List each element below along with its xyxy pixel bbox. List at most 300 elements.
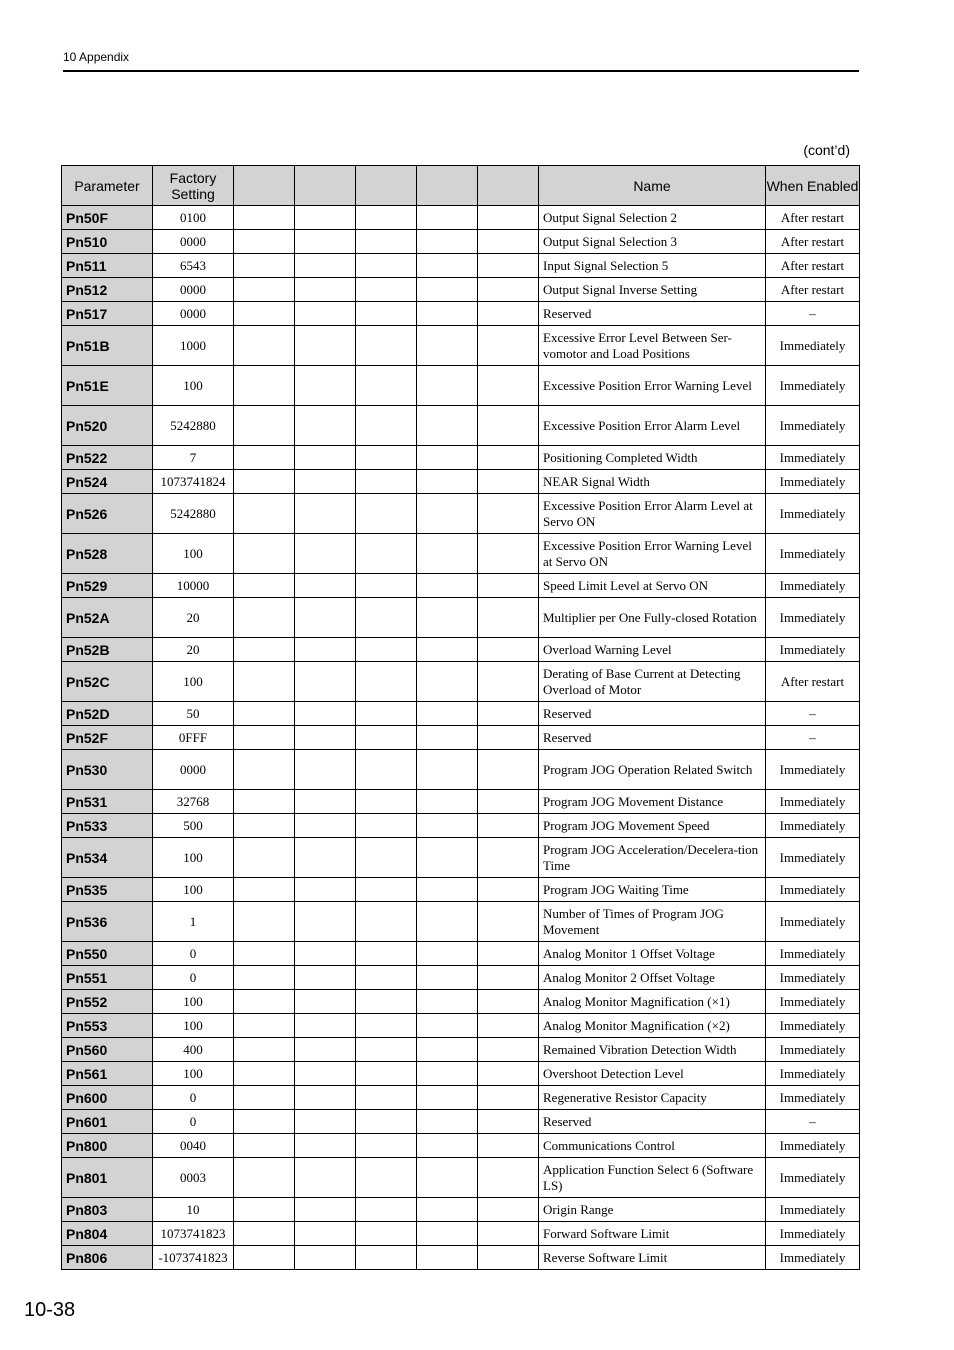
name-cell: Analog Monitor 1 Offset Voltage bbox=[539, 942, 766, 966]
parameter-cell: Pn600 bbox=[62, 1086, 153, 1110]
table-row bbox=[62, 574, 860, 598]
when-enabled-cell: Immediately bbox=[766, 406, 860, 446]
blank-cell bbox=[478, 1110, 539, 1134]
table-row bbox=[62, 790, 860, 814]
table-row bbox=[62, 726, 860, 750]
factory-setting-cell: 32768 bbox=[153, 790, 234, 814]
parameter-cell: Pn531 bbox=[62, 790, 153, 814]
blank-cell bbox=[478, 1222, 539, 1246]
parameter-cell: Pn52A bbox=[62, 598, 153, 638]
table-row bbox=[62, 902, 860, 942]
parameter-cell: Pn52B bbox=[62, 638, 153, 662]
when-enabled-cell: Immediately bbox=[766, 838, 860, 878]
col-header-blank-3 bbox=[356, 166, 417, 206]
blank-cell bbox=[295, 750, 356, 790]
blank-cell bbox=[356, 1086, 417, 1110]
blank-cell bbox=[478, 206, 539, 230]
table-row bbox=[62, 1222, 860, 1246]
blank-cell bbox=[478, 446, 539, 470]
name-cell: Program JOG Operation Related Switch bbox=[539, 750, 766, 790]
name-cell: Number of Times of Program JOG Movement bbox=[539, 902, 766, 942]
factory-setting-cell: 6543 bbox=[153, 254, 234, 278]
table-row bbox=[62, 990, 860, 1014]
blank-cell bbox=[295, 230, 356, 254]
blank-cell bbox=[417, 814, 478, 838]
factory-setting-cell: 1073741823 bbox=[153, 1222, 234, 1246]
name-cell: Excessive Error Level Between Ser-vomotor and Load Positions bbox=[539, 326, 766, 366]
blank-cell bbox=[356, 878, 417, 902]
blank-cell bbox=[295, 990, 356, 1014]
blank-cell bbox=[234, 302, 295, 326]
blank-cell bbox=[234, 446, 295, 470]
when-enabled-cell: Immediately bbox=[766, 878, 860, 902]
table-row bbox=[62, 206, 860, 230]
table-row bbox=[62, 814, 860, 838]
factory-setting-cell: 0 bbox=[153, 942, 234, 966]
name-cell: Analog Monitor 2 Offset Voltage bbox=[539, 966, 766, 990]
blank-cell bbox=[417, 278, 478, 302]
factory-setting-cell: 100 bbox=[153, 878, 234, 902]
page-number: 10-38 bbox=[24, 1299, 76, 1321]
factory-setting-cell: 0100 bbox=[153, 206, 234, 230]
when-enabled-cell: – bbox=[766, 702, 860, 726]
name-cell: Positioning Completed Width bbox=[539, 446, 766, 470]
when-enabled-cell: Immediately bbox=[766, 326, 860, 366]
blank-cell bbox=[295, 902, 356, 942]
when-enabled-cell: – bbox=[766, 302, 860, 326]
blank-cell bbox=[478, 902, 539, 942]
blank-cell bbox=[234, 326, 295, 366]
blank-cell bbox=[356, 750, 417, 790]
when-enabled-cell: Immediately bbox=[766, 534, 860, 574]
blank-cell bbox=[295, 598, 356, 638]
name-cell: Program JOG Movement Speed bbox=[539, 814, 766, 838]
blank-cell bbox=[478, 1134, 539, 1158]
col-header-factory-setting: Factory Setting bbox=[153, 166, 234, 206]
col-header-when-enabled: When Enabled bbox=[766, 166, 860, 206]
when-enabled-cell: – bbox=[766, 1110, 860, 1134]
blank-cell bbox=[478, 1062, 539, 1086]
blank-cell bbox=[234, 990, 295, 1014]
when-enabled-cell: Immediately bbox=[766, 814, 860, 838]
factory-setting-cell: -1073741823 bbox=[153, 1246, 234, 1270]
when-enabled-cell: Immediately bbox=[766, 1246, 860, 1270]
blank-cell bbox=[295, 534, 356, 574]
blank-cell bbox=[356, 814, 417, 838]
parameter-cell: Pn560 bbox=[62, 1038, 153, 1062]
blank-cell bbox=[417, 302, 478, 326]
parameter-cell: Pn52D bbox=[62, 702, 153, 726]
blank-cell bbox=[478, 966, 539, 990]
name-cell: Excessive Position Error Warning Level at Servo ON bbox=[539, 534, 766, 574]
table-row bbox=[62, 598, 860, 638]
name-cell: Program JOG Waiting Time bbox=[539, 878, 766, 902]
blank-cell bbox=[356, 790, 417, 814]
blank-cell bbox=[478, 254, 539, 278]
table-row bbox=[62, 638, 860, 662]
blank-cell bbox=[234, 366, 295, 406]
factory-setting-cell: 1073741824 bbox=[153, 470, 234, 494]
blank-cell bbox=[234, 494, 295, 534]
when-enabled-cell: Immediately bbox=[766, 574, 860, 598]
blank-cell bbox=[295, 206, 356, 230]
blank-cell bbox=[234, 726, 295, 750]
table-row bbox=[62, 1198, 860, 1222]
blank-cell bbox=[478, 790, 539, 814]
factory-setting-cell: 50 bbox=[153, 702, 234, 726]
name-cell: Overload Warning Level bbox=[539, 638, 766, 662]
blank-cell bbox=[295, 638, 356, 662]
blank-cell bbox=[478, 726, 539, 750]
when-enabled-cell: Immediately bbox=[766, 598, 860, 638]
blank-cell bbox=[478, 702, 539, 726]
blank-cell bbox=[234, 966, 295, 990]
table-row bbox=[62, 1062, 860, 1086]
parameter-cell: Pn801 bbox=[62, 1158, 153, 1198]
when-enabled-cell: Immediately bbox=[766, 1158, 860, 1198]
name-cell: Reverse Software Limit bbox=[539, 1246, 766, 1270]
when-enabled-cell: Immediately bbox=[766, 942, 860, 966]
blank-cell bbox=[234, 702, 295, 726]
blank-cell bbox=[478, 406, 539, 446]
blank-cell bbox=[295, 1014, 356, 1038]
blank-cell bbox=[356, 990, 417, 1014]
parameter-cell: Pn601 bbox=[62, 1110, 153, 1134]
blank-cell bbox=[478, 494, 539, 534]
factory-setting-cell: 0 bbox=[153, 1110, 234, 1134]
when-enabled-cell: After restart bbox=[766, 278, 860, 302]
blank-cell bbox=[478, 638, 539, 662]
blank-cell bbox=[478, 990, 539, 1014]
blank-cell bbox=[234, 1110, 295, 1134]
blank-cell bbox=[478, 230, 539, 254]
blank-cell bbox=[234, 942, 295, 966]
blank-cell bbox=[478, 662, 539, 702]
blank-cell bbox=[417, 206, 478, 230]
blank-cell bbox=[295, 702, 356, 726]
parameter-cell: Pn51E bbox=[62, 366, 153, 406]
blank-cell bbox=[417, 254, 478, 278]
blank-cell bbox=[478, 470, 539, 494]
factory-setting-cell: 0040 bbox=[153, 1134, 234, 1158]
when-enabled-cell: Immediately bbox=[766, 1086, 860, 1110]
blank-cell bbox=[234, 534, 295, 574]
blank-cell bbox=[417, 1086, 478, 1110]
blank-cell bbox=[417, 750, 478, 790]
blank-cell bbox=[478, 942, 539, 966]
blank-cell bbox=[234, 406, 295, 446]
parameter-cell: Pn52C bbox=[62, 662, 153, 702]
col-header-blank-2 bbox=[295, 166, 356, 206]
blank-cell bbox=[356, 838, 417, 878]
blank-cell bbox=[295, 878, 356, 902]
name-cell: Excessive Position Error Warning Level bbox=[539, 366, 766, 406]
blank-cell bbox=[295, 278, 356, 302]
factory-setting-cell: 0FFF bbox=[153, 726, 234, 750]
name-cell: Analog Monitor Magnification (×1) bbox=[539, 990, 766, 1014]
name-cell: Remained Vibration Detection Width bbox=[539, 1038, 766, 1062]
blank-cell bbox=[234, 1158, 295, 1198]
continued-label: (cont’d) bbox=[803, 142, 850, 158]
blank-cell bbox=[295, 1222, 356, 1246]
blank-cell bbox=[417, 470, 478, 494]
blank-cell bbox=[356, 1110, 417, 1134]
factory-setting-cell: 100 bbox=[153, 534, 234, 574]
blank-cell bbox=[356, 470, 417, 494]
blank-cell bbox=[295, 942, 356, 966]
table-row bbox=[62, 254, 860, 278]
factory-setting-cell: 100 bbox=[153, 1014, 234, 1038]
when-enabled-cell: Immediately bbox=[766, 902, 860, 942]
table-header-row bbox=[62, 166, 860, 206]
name-cell: Reserved bbox=[539, 1110, 766, 1134]
blank-cell bbox=[234, 662, 295, 702]
name-cell: Program JOG Acceleration/Decelera-tion Time bbox=[539, 838, 766, 878]
blank-cell bbox=[356, 494, 417, 534]
blank-cell bbox=[478, 750, 539, 790]
blank-cell bbox=[356, 534, 417, 574]
blank-cell bbox=[417, 1134, 478, 1158]
blank-cell bbox=[295, 254, 356, 278]
blank-cell bbox=[295, 574, 356, 598]
blank-cell bbox=[295, 406, 356, 446]
when-enabled-cell: After restart bbox=[766, 230, 860, 254]
when-enabled-cell: Immediately bbox=[766, 1134, 860, 1158]
blank-cell bbox=[417, 662, 478, 702]
factory-setting-cell: 1 bbox=[153, 902, 234, 942]
table-row bbox=[62, 302, 860, 326]
parameter-cell: Pn553 bbox=[62, 1014, 153, 1038]
blank-cell bbox=[417, 902, 478, 942]
section-header: 10 Appendix bbox=[63, 50, 130, 64]
when-enabled-cell: Immediately bbox=[766, 790, 860, 814]
blank-cell bbox=[478, 1014, 539, 1038]
blank-cell bbox=[295, 302, 356, 326]
parameter-cell: Pn51B bbox=[62, 326, 153, 366]
blank-cell bbox=[417, 1222, 478, 1246]
parameter-cell: Pn526 bbox=[62, 494, 153, 534]
table-row bbox=[62, 942, 860, 966]
blank-cell bbox=[356, 638, 417, 662]
blank-cell bbox=[417, 598, 478, 638]
blank-cell bbox=[478, 878, 539, 902]
blank-cell bbox=[356, 574, 417, 598]
blank-cell bbox=[417, 446, 478, 470]
table-body bbox=[62, 206, 860, 1270]
blank-cell bbox=[234, 470, 295, 494]
blank-cell bbox=[234, 598, 295, 638]
blank-cell bbox=[417, 326, 478, 366]
factory-setting-cell: 100 bbox=[153, 366, 234, 406]
when-enabled-cell: Immediately bbox=[766, 638, 860, 662]
name-cell: Reserved bbox=[539, 702, 766, 726]
blank-cell bbox=[417, 366, 478, 406]
blank-cell bbox=[356, 446, 417, 470]
blank-cell bbox=[478, 534, 539, 574]
table-row bbox=[62, 750, 860, 790]
blank-cell bbox=[478, 1038, 539, 1062]
name-cell: Multiplier per One Fully-closed Rotation bbox=[539, 598, 766, 638]
parameter-cell: Pn535 bbox=[62, 878, 153, 902]
parameter-cell: Pn800 bbox=[62, 1134, 153, 1158]
table-row bbox=[62, 702, 860, 726]
factory-setting-cell: 100 bbox=[153, 1062, 234, 1086]
blank-cell bbox=[234, 1198, 295, 1222]
parameter-cell: Pn533 bbox=[62, 814, 153, 838]
blank-cell bbox=[295, 1038, 356, 1062]
blank-cell bbox=[234, 902, 295, 942]
parameter-cell: Pn536 bbox=[62, 902, 153, 942]
col-header-blank-5 bbox=[478, 166, 539, 206]
name-cell: Origin Range bbox=[539, 1198, 766, 1222]
blank-cell bbox=[234, 1134, 295, 1158]
blank-cell bbox=[356, 1222, 417, 1246]
blank-cell bbox=[478, 1086, 539, 1110]
blank-cell bbox=[356, 702, 417, 726]
when-enabled-cell: Immediately bbox=[766, 494, 860, 534]
blank-cell bbox=[417, 230, 478, 254]
parameter-cell: Pn528 bbox=[62, 534, 153, 574]
blank-cell bbox=[417, 1038, 478, 1062]
blank-cell bbox=[478, 1158, 539, 1198]
blank-cell bbox=[234, 230, 295, 254]
table-row bbox=[62, 1246, 860, 1270]
parameter-cell: Pn561 bbox=[62, 1062, 153, 1086]
blank-cell bbox=[234, 278, 295, 302]
blank-cell bbox=[356, 1158, 417, 1198]
blank-cell bbox=[295, 494, 356, 534]
when-enabled-cell: Immediately bbox=[766, 1014, 860, 1038]
blank-cell bbox=[234, 574, 295, 598]
factory-setting-cell: 400 bbox=[153, 1038, 234, 1062]
factory-setting-cell: 7 bbox=[153, 446, 234, 470]
blank-cell bbox=[417, 406, 478, 446]
name-cell: Input Signal Selection 5 bbox=[539, 254, 766, 278]
blank-cell bbox=[295, 814, 356, 838]
factory-setting-cell: 100 bbox=[153, 662, 234, 702]
when-enabled-cell: Immediately bbox=[766, 750, 860, 790]
parameter-cell: Pn806 bbox=[62, 1246, 153, 1270]
blank-cell bbox=[234, 814, 295, 838]
parameter-cell: Pn522 bbox=[62, 446, 153, 470]
blank-cell bbox=[295, 1134, 356, 1158]
blank-cell bbox=[356, 1062, 417, 1086]
blank-cell bbox=[234, 638, 295, 662]
name-cell: Regenerative Resistor Capacity bbox=[539, 1086, 766, 1110]
parameter-cell: Pn534 bbox=[62, 838, 153, 878]
table-row bbox=[62, 838, 860, 878]
parameter-cell: Pn510 bbox=[62, 230, 153, 254]
when-enabled-cell: After restart bbox=[766, 662, 860, 702]
factory-setting-cell: 1000 bbox=[153, 326, 234, 366]
blank-cell bbox=[417, 990, 478, 1014]
blank-cell bbox=[295, 838, 356, 878]
blank-cell bbox=[356, 1134, 417, 1158]
blank-cell bbox=[295, 790, 356, 814]
blank-cell bbox=[356, 1198, 417, 1222]
factory-setting-cell: 10000 bbox=[153, 574, 234, 598]
blank-cell bbox=[234, 206, 295, 230]
blank-cell bbox=[417, 1014, 478, 1038]
factory-setting-cell: 5242880 bbox=[153, 494, 234, 534]
blank-cell bbox=[356, 966, 417, 990]
factory-setting-cell: 0000 bbox=[153, 230, 234, 254]
when-enabled-cell: After restart bbox=[766, 254, 860, 278]
name-cell: Reserved bbox=[539, 726, 766, 750]
blank-cell bbox=[234, 1014, 295, 1038]
blank-cell bbox=[295, 726, 356, 750]
blank-cell bbox=[478, 598, 539, 638]
table-row bbox=[62, 278, 860, 302]
parameter-cell: Pn552 bbox=[62, 990, 153, 1014]
table-row bbox=[62, 326, 860, 366]
name-cell: Analog Monitor Magnification (×2) bbox=[539, 1014, 766, 1038]
blank-cell bbox=[234, 878, 295, 902]
header-rule bbox=[63, 70, 859, 72]
parameter-cell: Pn551 bbox=[62, 966, 153, 990]
blank-cell bbox=[356, 302, 417, 326]
blank-cell bbox=[478, 302, 539, 326]
blank-cell bbox=[478, 574, 539, 598]
factory-setting-cell: 0 bbox=[153, 1086, 234, 1110]
blank-cell bbox=[356, 942, 417, 966]
name-cell: Reserved bbox=[539, 302, 766, 326]
parameter-cell: Pn517 bbox=[62, 302, 153, 326]
blank-cell bbox=[356, 598, 417, 638]
blank-cell bbox=[417, 838, 478, 878]
blank-cell bbox=[478, 838, 539, 878]
table-row bbox=[62, 470, 860, 494]
name-cell: Excessive Position Error Alarm Level at Servo ON bbox=[539, 494, 766, 534]
blank-cell bbox=[417, 1198, 478, 1222]
parameter-cell: Pn529 bbox=[62, 574, 153, 598]
table-row bbox=[62, 494, 860, 534]
table-row bbox=[62, 406, 860, 446]
blank-cell bbox=[356, 206, 417, 230]
blank-cell bbox=[295, 1110, 356, 1134]
table-row bbox=[62, 230, 860, 254]
when-enabled-cell: Immediately bbox=[766, 470, 860, 494]
parameter-cell: Pn512 bbox=[62, 278, 153, 302]
factory-setting-cell: 0 bbox=[153, 966, 234, 990]
parameter-cell: Pn803 bbox=[62, 1198, 153, 1222]
blank-cell bbox=[356, 902, 417, 942]
blank-cell bbox=[417, 878, 478, 902]
blank-cell bbox=[234, 750, 295, 790]
table-row bbox=[62, 878, 860, 902]
blank-cell bbox=[356, 366, 417, 406]
blank-cell bbox=[356, 278, 417, 302]
blank-cell bbox=[478, 278, 539, 302]
blank-cell bbox=[356, 254, 417, 278]
parameter-cell: Pn550 bbox=[62, 942, 153, 966]
parameter-cell: Pn524 bbox=[62, 470, 153, 494]
blank-cell bbox=[356, 230, 417, 254]
col-header-blank-4 bbox=[417, 166, 478, 206]
table-row bbox=[62, 1110, 860, 1134]
blank-cell bbox=[234, 1086, 295, 1110]
blank-cell bbox=[234, 1062, 295, 1086]
when-enabled-cell: Immediately bbox=[766, 990, 860, 1014]
name-cell: Program JOG Movement Distance bbox=[539, 790, 766, 814]
table-row bbox=[62, 534, 860, 574]
blank-cell bbox=[417, 1110, 478, 1134]
blank-cell bbox=[417, 494, 478, 534]
factory-setting-cell: 0000 bbox=[153, 278, 234, 302]
factory-setting-cell: 10 bbox=[153, 1198, 234, 1222]
col-header-parameter: Parameter bbox=[62, 166, 153, 206]
name-cell: Communications Control bbox=[539, 1134, 766, 1158]
